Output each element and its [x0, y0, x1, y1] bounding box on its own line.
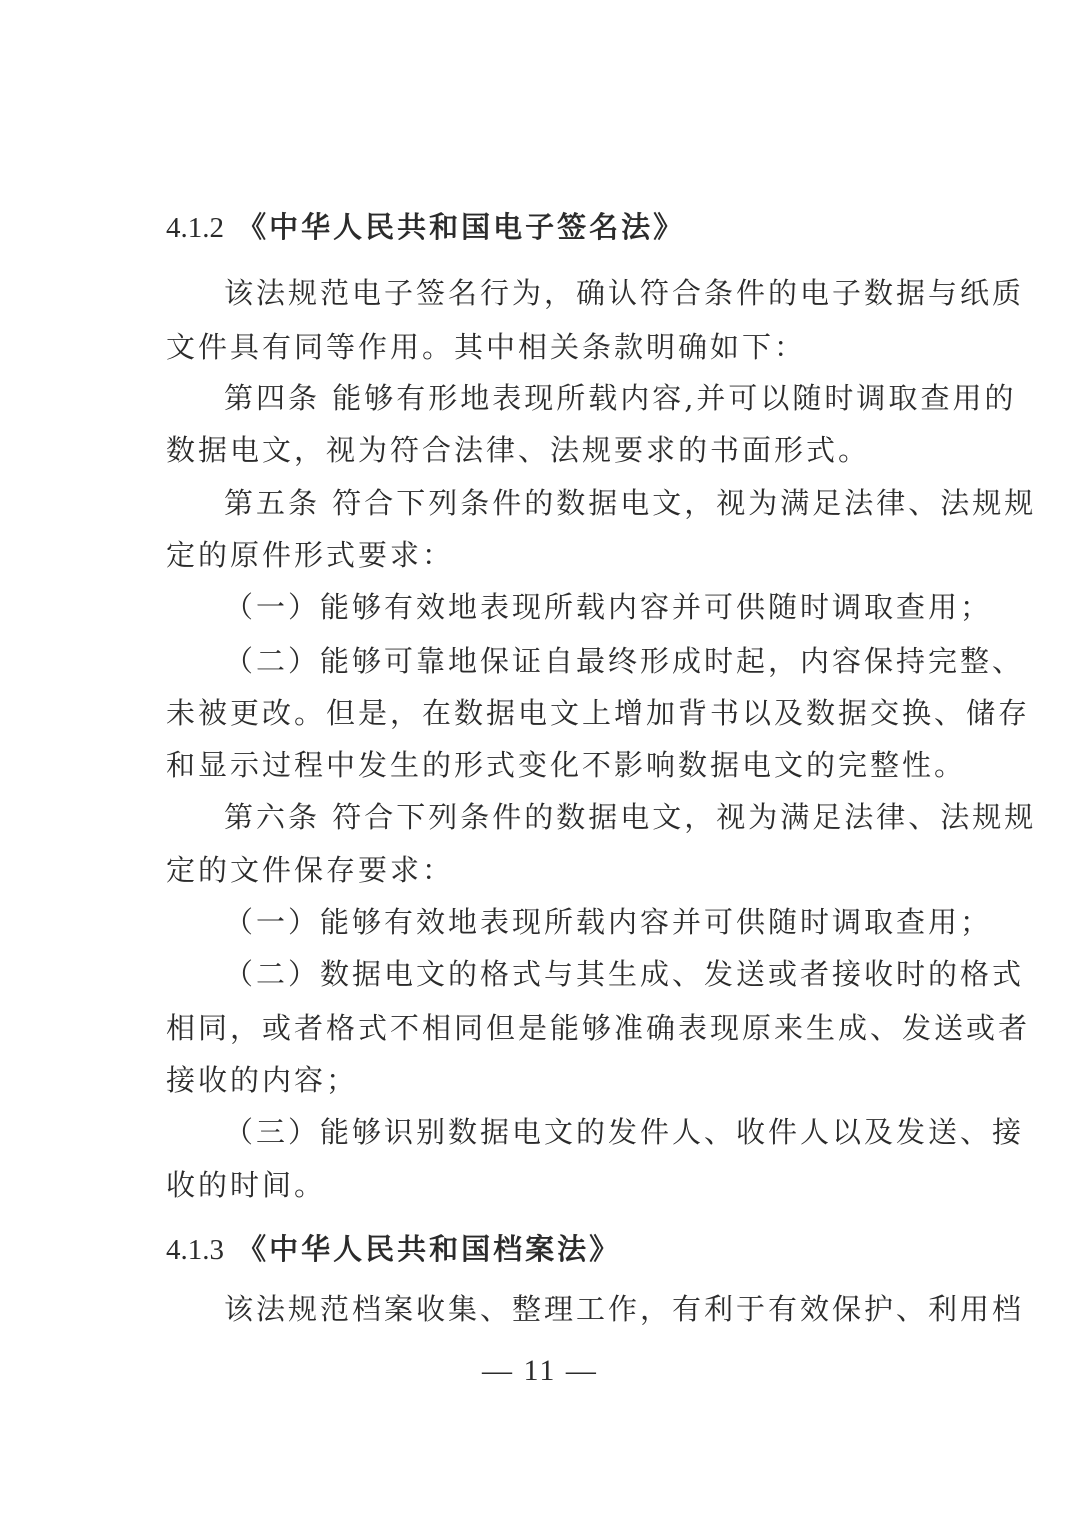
- section-number: 4.1.2: [166, 212, 224, 244]
- section-number: 4.1.3: [166, 1234, 224, 1266]
- list-item-line: （二）数据电文的格式与其生成、发送或者接收时的格式: [224, 957, 1025, 991]
- paragraph-line: 该法规范电子签名行为，确认符合条件的电子数据与纸质: [224, 276, 1025, 310]
- section-heading-4-1-2: [166, 209, 685, 246]
- article-6-line: 第六条 符合下列条件的数据电文，视为满足法律、法规规: [224, 800, 1037, 834]
- article-4-line: 数据电文，视为符合法律、法规要求的书面形式。: [166, 433, 871, 467]
- paragraph-line: 接收的内容；: [166, 1063, 359, 1097]
- article-4-line: 第四条 能够有形地表现所载内容,并可以随时调取查用的: [224, 381, 1017, 415]
- article-5-line: 定的原件形式要求：: [166, 538, 455, 572]
- section-title: 《中华人民共和国档案法》: [237, 1232, 622, 1266]
- list-item-line: （一）能够有效地表现所载内容并可供随时调取查用；: [224, 905, 993, 939]
- paragraph-line: 文件具有同等作用。其中相关条款明确如下：: [166, 330, 807, 364]
- list-item-line: （一）能够有效地表现所载内容并可供随时调取查用；: [224, 590, 993, 624]
- list-item-line: （三）能够识别数据电文的发件人、收件人以及发送、接: [224, 1115, 1025, 1149]
- article-5-line: 第五条 符合下列条件的数据电文，视为满足法律、法规规: [224, 486, 1037, 520]
- list-item-line: （二）能够可靠地保证自最终形成时起，内容保持完整、: [224, 644, 1025, 678]
- paragraph-line: 收的时间。: [166, 1168, 327, 1202]
- section-title: 《中华人民共和国电子签名法》: [237, 210, 686, 244]
- paragraph-line: 和显示过程中发生的形式变化不影响数据电文的完整性。: [166, 748, 967, 782]
- paragraph-line: 未被更改。但是，在数据电文上增加背书以及数据交换、储存: [166, 696, 1031, 730]
- page-number: — 11 —: [482, 1354, 598, 1387]
- paragraph-line: 相同，或者格式不相同但是能够准确表现原来生成、发送或者: [166, 1011, 1031, 1045]
- section-heading-4-1-3: [166, 1231, 621, 1268]
- article-6-line: 定的文件保存要求：: [166, 853, 455, 887]
- paragraph-line: 该法规范档案收集、整理工作，有利于有效保护、利用档: [224, 1292, 1025, 1326]
